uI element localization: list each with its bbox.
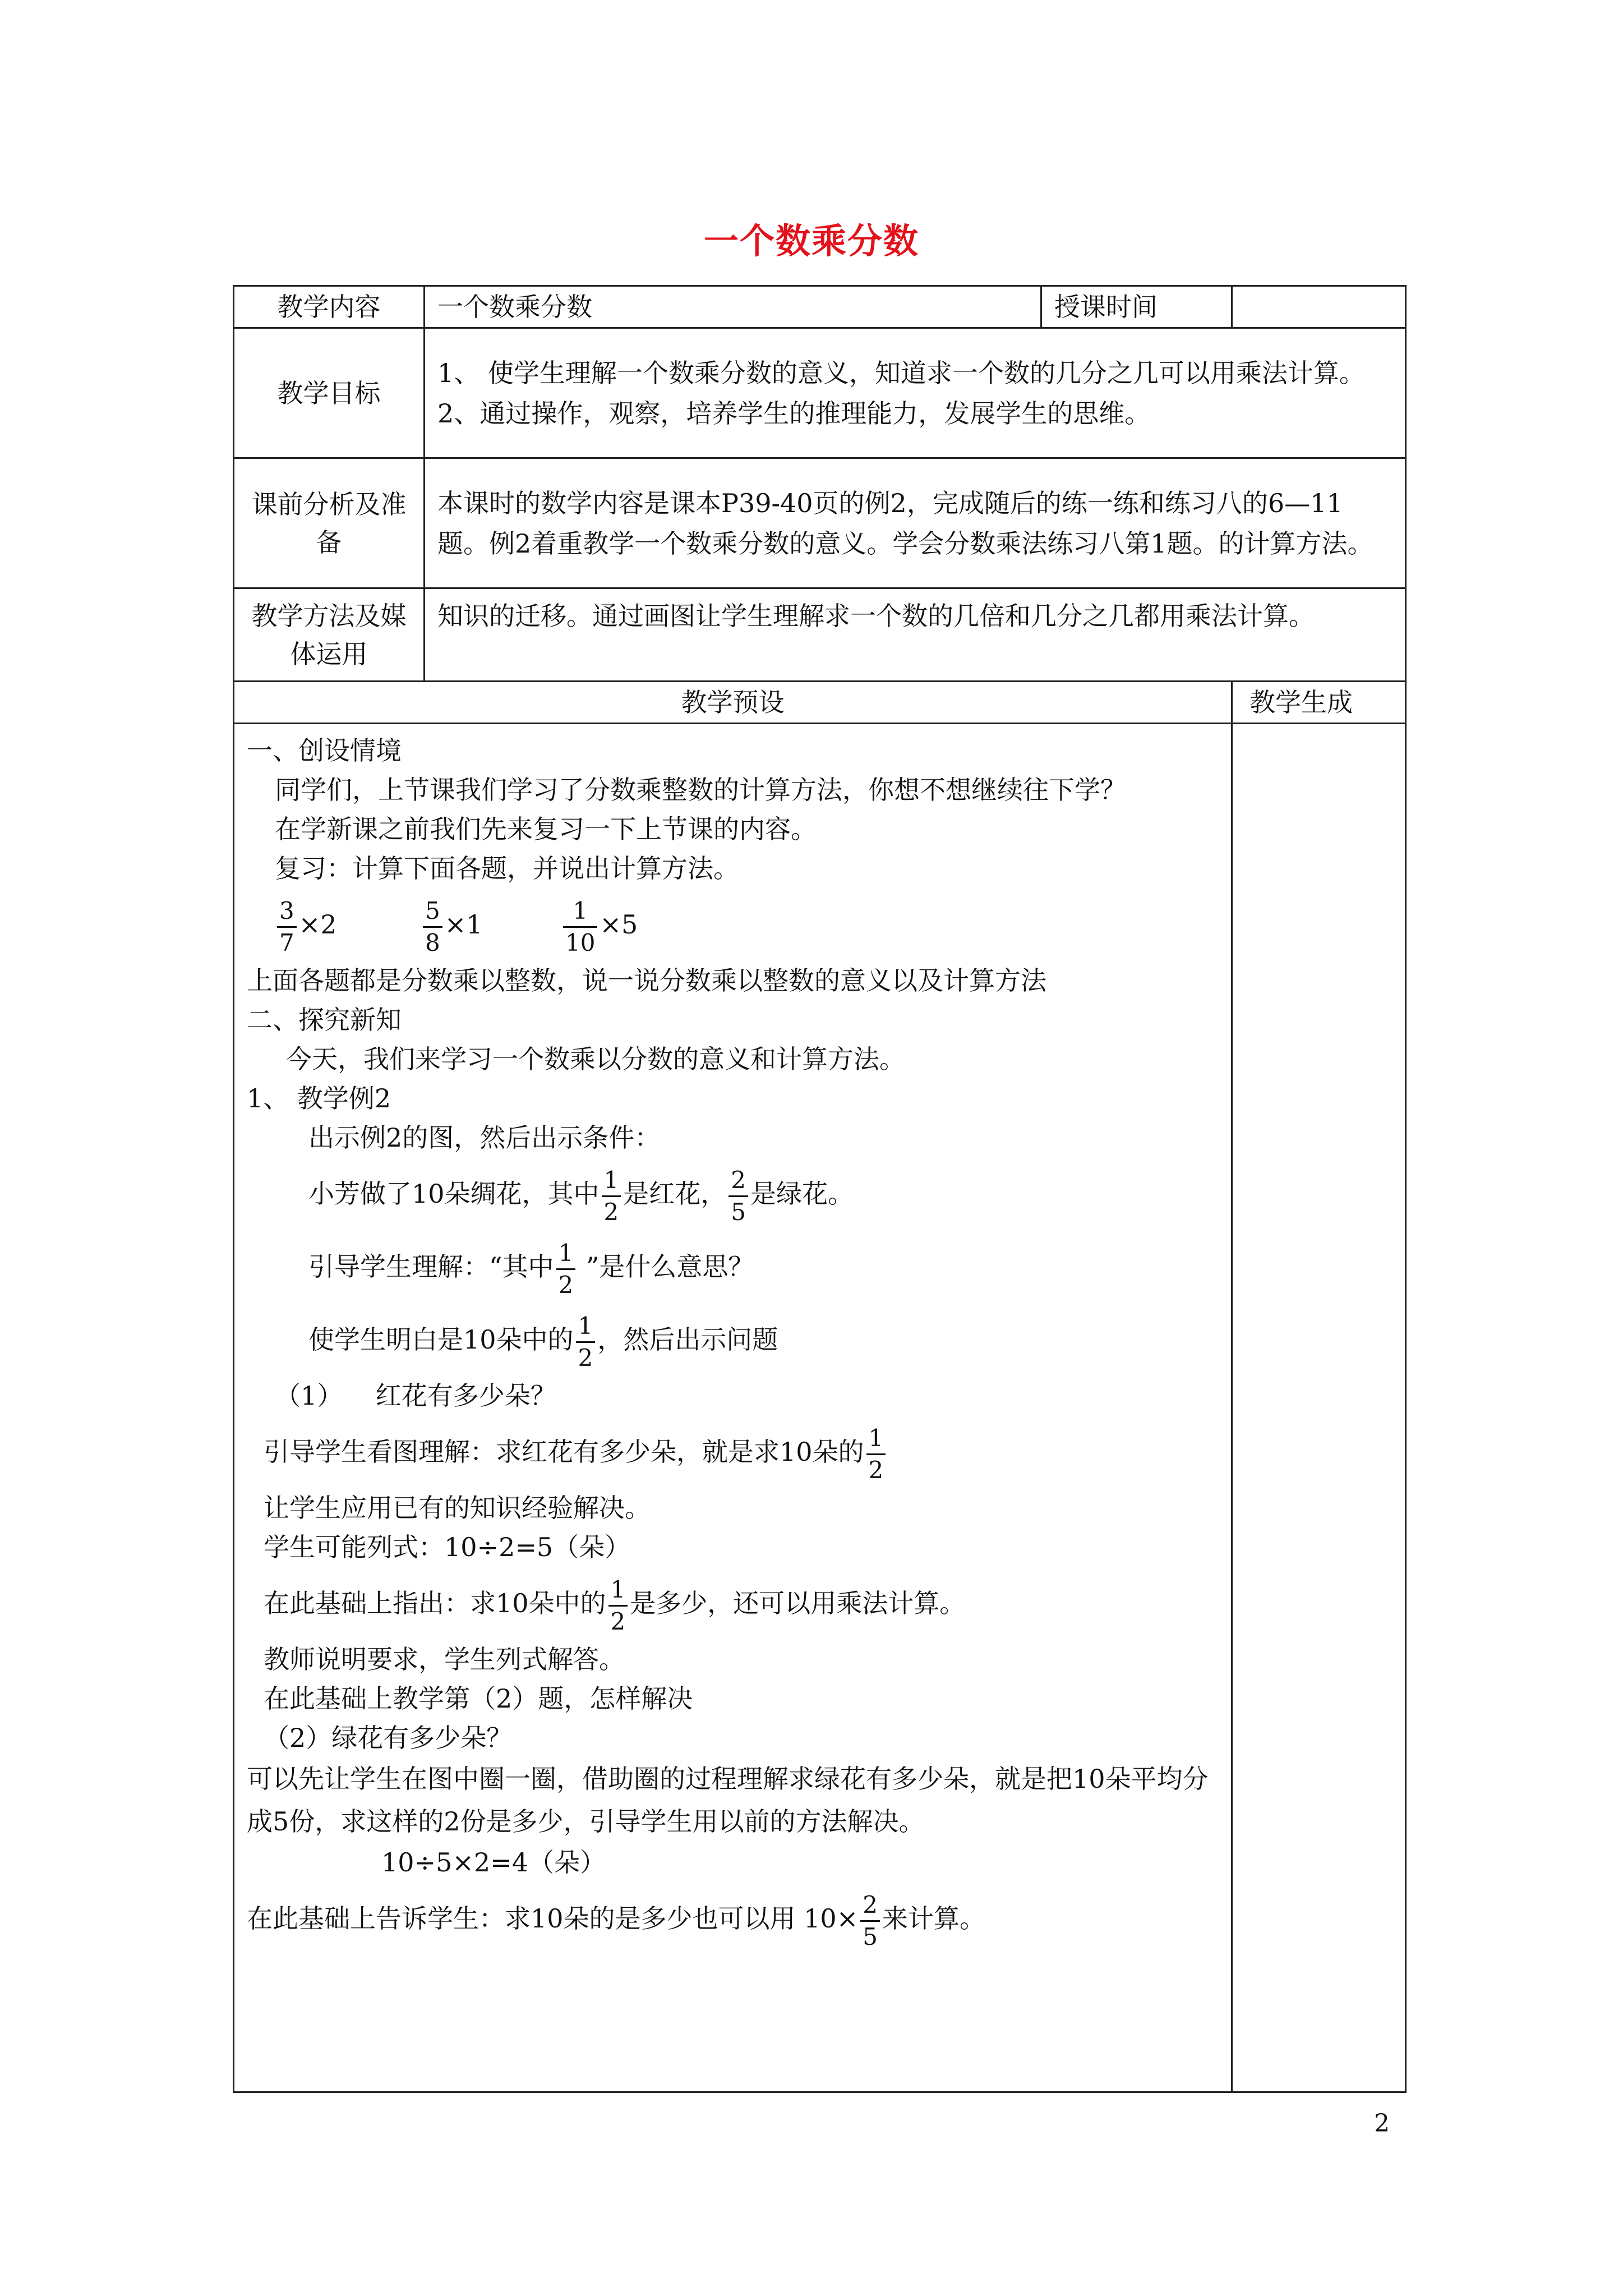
circle-paragraph: 可以先让学生在图中圈一圈，借助圈的过程理解求绿花有多少朵，就是把10朵平均分成5份，求这样的2份是多少，引导学生用以前的方法解决。 [247, 1764, 1209, 1837]
row-goals [234, 328, 1406, 458]
review-item-3: $\frac{1}{10}$ ×5 [561, 888, 638, 961]
condition-line: 小芳做了10朵绸花，其中 $\frac{1}{2}$ 是红花， $\frac{2}{5}$ 是绿花。 [308, 1166, 854, 1226]
review-exercises [247, 888, 1220, 961]
value-time [1232, 286, 1406, 328]
label-goals: 教学目标 [234, 328, 425, 458]
point-line: 在此基础上指出：求10朵中的 $\frac{1}{2}$ 是多少，还可以用乘法计算。 [264, 1575, 966, 1635]
methods-cell: 知识的迁移。通过画图让学生理解求一个数的几倍和几分之几都用乘法计算。 [425, 588, 1406, 682]
page-title: 一个数乘分数 [703, 220, 919, 261]
label-analysis: 课前分析及准备 [234, 458, 425, 588]
formula-line: 10÷5×2=4（朵） [381, 1847, 606, 1878]
s2-paragraph-1: 今天，我们来学习一个数乘以分数的意义和计算方法。 [286, 1044, 905, 1074]
value-content: 一个数乘分数 [425, 286, 1041, 328]
row-content [234, 286, 1406, 328]
clarify-line: 使学生明白是10朵中的 $\frac{1}{2}$ ，然后出示问题 [308, 1312, 778, 1372]
row-header [234, 682, 1406, 724]
header-preset: 教学预设 [234, 682, 1232, 724]
analysis-cell: 本课时的数学内容是课本P39-40页的例2，完成随后的练一练和练习八的6—11题。例2着重教学一个数乘分数的意义。学会分数乘法练习八第1题。的计算方法。 [425, 458, 1406, 588]
apply-line: 让学生应用已有的知识经验解决。 [264, 1493, 651, 1523]
section-1-title: 一、创设情境 [247, 735, 402, 766]
goal-item-1: 1、 使学生理解一个数乘分数的意义，知道求一个数的几分之几可以用乘法计算。 [437, 357, 1365, 388]
guide-line-2: 引导学生看图理解：求红花有多少朵，就是求10朵的 $\frac{1}{2}$ [247, 1415, 1220, 1488]
page-number: 2 [1374, 2109, 1390, 2138]
s1-paragraph-2: 在学新课之前我们先来复习一下上节课的内容。 [275, 814, 817, 844]
section-2-title: 二、探究新知 [247, 1005, 402, 1035]
s1-paragraph-3: 复习：计算下面各题，并说出计算方法。 [275, 853, 739, 884]
header-generated: 教学生成 [1232, 682, 1406, 724]
guide-line-1: 引导学生理解：“其中 $\frac{1}{2}$ ”是什么意思？ [308, 1239, 754, 1299]
s2-paragraph-2: 出示例2的图，然后出示条件： [308, 1122, 661, 1153]
possible-formula: 学生可能列式：10÷2=5（朵） [264, 1532, 631, 1562]
tell-line: 在此基础上告诉学生：求10朵的是多少也可以用 10× $\frac{2}{5}$ 来计算。 [247, 1890, 985, 1950]
goal-item-2: 2、通过操作，观察，培养学生的推理能力，发展学生的思维。 [437, 398, 1151, 429]
goals-cell [425, 328, 1406, 458]
row-analysis [234, 458, 1406, 588]
s1-paragraph-1: 同学们，上节课我们学习了分数乘整数的计算方法，你想不想继续往下学？ [275, 775, 1126, 805]
review-item-2: $\frac{5}{8}$ ×1 [421, 888, 561, 961]
preset-content [234, 724, 1232, 2092]
review-item-1: $\frac{3}{7}$ ×2 [275, 888, 421, 961]
generated-content [1232, 724, 1406, 2092]
label-time: 授课时间 [1041, 286, 1232, 328]
label-methods: 教学方法及媒体运用 [234, 588, 425, 682]
row-main [234, 724, 1406, 2092]
question-1: （1） 红花有多少朵？ [275, 1381, 556, 1411]
row-methods [234, 588, 1406, 682]
question-2: （2）绿花有多少朵？ [264, 1723, 513, 1753]
lesson-plan-table [233, 285, 1407, 2093]
label-content: 教学内容 [234, 286, 425, 328]
teacher-line: 教师说明要求，学生列式解答。 [264, 1644, 625, 1674]
teach2-line: 在此基础上教学第（2）题，怎样解决 [264, 1683, 693, 1714]
s2-item-1: 1、 教学例2 [247, 1083, 391, 1114]
s1-paragraph-4: 上面各题都是分数乘以整数，说一说分数乘以整数的意义以及计算方法 [247, 965, 1046, 996]
